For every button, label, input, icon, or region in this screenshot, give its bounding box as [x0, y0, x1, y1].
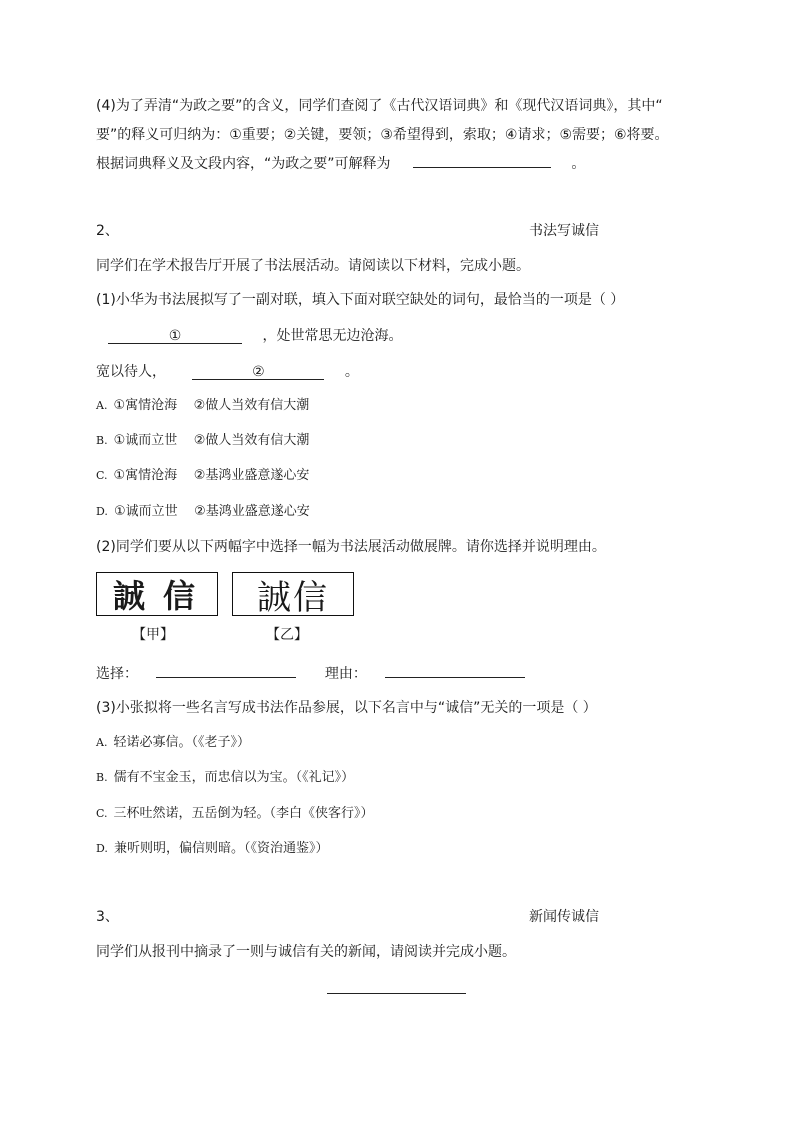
- reason-label: 理由：: [324, 666, 367, 682]
- option-text: 三杯吐然诺，五岳倒为轻。（李白《侠客行》）: [113, 806, 374, 821]
- option-text: 儒有不宝金玉，而忠信以为宝。（《礼记》）: [113, 770, 355, 785]
- option-text: ①诚而立世 ②做人当效有信大潮: [113, 433, 310, 448]
- option-letter: B.: [96, 771, 108, 784]
- news-title-blank: [327, 993, 466, 994]
- caption-jia: 【甲】: [132, 627, 174, 643]
- option-text: ①寓情沧海 ②做人当效有信大潮: [113, 398, 310, 413]
- option-text: 轻诺必寡信。（《老子》）: [113, 735, 250, 750]
- option-letter: C.: [96, 469, 108, 482]
- q2-part3-option-c[interactable]: [96, 804, 374, 824]
- q2-part3-option-d[interactable]: [96, 839, 328, 859]
- q3-number: 3、: [96, 909, 119, 925]
- couplet-line1-suffix: ，处世常思无边沧海。: [262, 328, 403, 344]
- q1-part4-line3: [96, 153, 585, 174]
- q1-part4-line3-prefix: 根据词典释义及文段内容，“为政之要”可解释为: [96, 156, 391, 172]
- caption-yi: 【乙】: [266, 627, 308, 643]
- choose-label: 选择：: [96, 666, 138, 682]
- option-letter: A.: [96, 736, 108, 749]
- q2-part2-stem: (2)同学们要从以下两幅字中选择一幅为书法展活动做展牌。请你选择并说明理由。: [96, 539, 606, 555]
- q3-intro: 同学们从报刊中摘录了一则与诚信有关的新闻，请阅读并完成小题。: [96, 944, 516, 960]
- couplet-line1: [108, 326, 402, 346]
- q2-part3-stem: (3)小张拟将一些名言写成书法作品参展，以下名言中与“诚信”无关的一项是（ ）: [96, 700, 597, 716]
- q3-title: 新闻传诚信: [529, 909, 599, 925]
- option-text: ①寓情沧海 ②基鸿业盛意遂心安: [113, 468, 310, 483]
- q2-part3-option-b[interactable]: [96, 768, 354, 788]
- choose-reason-row: [96, 663, 525, 684]
- couplet-line2: [96, 362, 359, 382]
- couplet-line2-suffix: 。: [344, 364, 359, 380]
- q2-part1-option-d[interactable]: [96, 502, 310, 522]
- reason-answer-blank[interactable]: [385, 663, 525, 678]
- q2-intro: 同学们在学术报告厅开展了书法展活动。请阅读以下材料，完成小题。: [96, 258, 530, 274]
- calligraphy-jia: 誠信: [96, 572, 218, 616]
- option-letter: B.: [96, 434, 108, 447]
- q1-part4-line3-suffix: 。: [571, 156, 586, 172]
- q2-part1-option-c[interactable]: [96, 466, 309, 486]
- q2-part1-option-b[interactable]: [96, 431, 309, 451]
- couplet-blank-2[interactable]: ②: [192, 365, 324, 380]
- answer-blank-q1-part4[interactable]: [413, 153, 551, 168]
- q1-part4-line2: 要”的释义可归纳为：①重要；②关键，要领；③希望得到，索取；④请求；⑤需要；⑥将要。: [96, 127, 669, 143]
- option-letter: D.: [96, 842, 108, 855]
- calligraphy-yi: 誠信: [232, 572, 354, 616]
- option-letter: C.: [96, 807, 108, 820]
- q2-part1-option-a[interactable]: [96, 396, 309, 416]
- choose-answer-blank[interactable]: [156, 663, 296, 678]
- q2-title: 书法写诚信: [529, 223, 599, 239]
- option-text: ①诚而立世 ②基鸿业盛意遂心安: [113, 504, 310, 519]
- q2-number: 2、: [96, 223, 119, 239]
- couplet-blank-1[interactable]: ①: [108, 329, 242, 344]
- q1-part4-line1: (4)为了弄清“为政之要”的含义，同学们查阅了《古代汉语词典》和《现代汉语词典》，其中“: [96, 98, 663, 114]
- option-text: 兼听则明，偏信则暗。（《资治通鉴》）: [113, 841, 329, 856]
- q2-part3-option-a[interactable]: [96, 733, 250, 753]
- q2-part1-stem: (1)小华为书法展拟写了一副对联，填入下面对联空缺处的词句，最恰当的一项是（ ）: [96, 292, 625, 308]
- option-letter: A.: [96, 399, 108, 412]
- couplet-line2-prefix: 宽以待人，: [96, 364, 166, 380]
- option-letter: D.: [96, 505, 108, 518]
